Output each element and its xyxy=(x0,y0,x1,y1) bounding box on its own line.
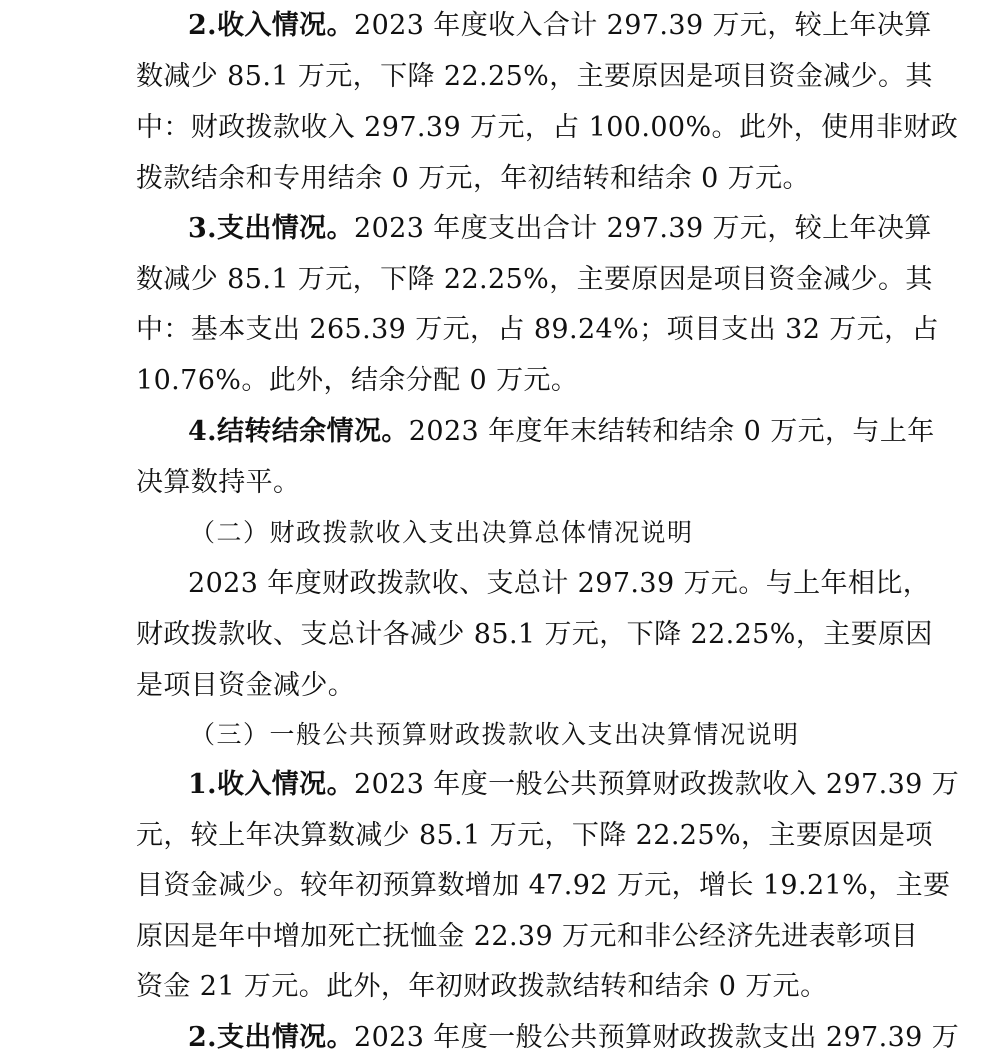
section-3-income-line-3: 目资金减少。较年初预算数增加 47.92 万元，增长 19.21%，主要 xyxy=(136,870,951,901)
income-paragraph-line-1 xyxy=(188,9,932,43)
carryover-text-1: 2023 年度年末结转和结余 0 万元，与上年 xyxy=(408,416,935,447)
section-3-income-line-2: 元，较上年决算数减少 85.1 万元，下降 22.25%，主要原因是项 xyxy=(136,820,933,851)
expenditure-label: 3.支出情况。 xyxy=(188,213,354,244)
section-3-income-label: 1.收入情况。 xyxy=(188,769,354,800)
expenditure-paragraph-line-1 xyxy=(188,212,932,246)
section-3-income-line-1 xyxy=(188,768,959,802)
section-3-income-line-4: 原因是年中增加死亡抚恤金 22.39 万元和非公经济先进表彰项目 xyxy=(136,921,919,952)
income-paragraph-line-2: 数减少 85.1 万元，下降 22.25%，主要原因是项目资金减少。其 xyxy=(136,61,933,92)
section-3-income-text-1: 2023 年度一般公共预算财政拨款收入 297.39 万 xyxy=(354,769,960,800)
expenditure-paragraph-line-3: 中：基本支出 265.39 万元，占 89.24%；项目支出 32 万元，占 xyxy=(136,314,939,345)
section-3-income-line-5: 资金 21 万元。此外，年初财政拨款结转和结余 0 万元。 xyxy=(136,971,828,1002)
section-2-line-2: 财政拨款收、支总计各减少 85.1 万元，下降 22.25%，主要原因 xyxy=(136,619,933,650)
income-paragraph-line-4: 拨款结余和专用结余 0 万元，年初结转和结余 0 万元。 xyxy=(136,163,810,194)
section-3-expenditure-label: 2.支出情况。 xyxy=(188,1022,354,1053)
income-label: 2.收入情况。 xyxy=(188,10,354,41)
section-2-line-1: 2023 年度财政拨款收、支总计 297.39 万元。与上年相比， xyxy=(188,568,931,599)
section-3-heading: （三）一般公共预算财政拨款收入支出决算情况说明 xyxy=(190,720,800,749)
expenditure-paragraph-line-4: 10.76%。此外，结余分配 0 万元。 xyxy=(136,365,579,396)
expenditure-text-1: 2023 年度支出合计 297.39 万元，较上年决算 xyxy=(354,213,932,244)
income-paragraph-line-3: 中：财政拨款收入 297.39 万元，占 100.00%。此外，使用非财政 xyxy=(136,112,959,143)
section-2-line-3: 是项目资金减少。 xyxy=(136,670,356,701)
carryover-label: 4.结转结余情况。 xyxy=(188,416,409,447)
section-2-heading: （二）财政拨款收入支出决算总体情况说明 xyxy=(190,518,694,547)
carryover-paragraph-line-1 xyxy=(188,415,935,449)
income-text-1: 2023 年度收入合计 297.39 万元，较上年决算 xyxy=(354,10,932,41)
section-3-expenditure-line-1 xyxy=(188,1021,959,1055)
expenditure-paragraph-line-2: 数减少 85.1 万元，下降 22.25%，主要原因是项目资金减少。其 xyxy=(136,264,933,295)
carryover-paragraph-line-2: 决算数持平。 xyxy=(136,467,301,498)
section-3-expenditure-text-1: 2023 年度一般公共预算财政拨款支出 297.39 万 xyxy=(354,1022,960,1053)
